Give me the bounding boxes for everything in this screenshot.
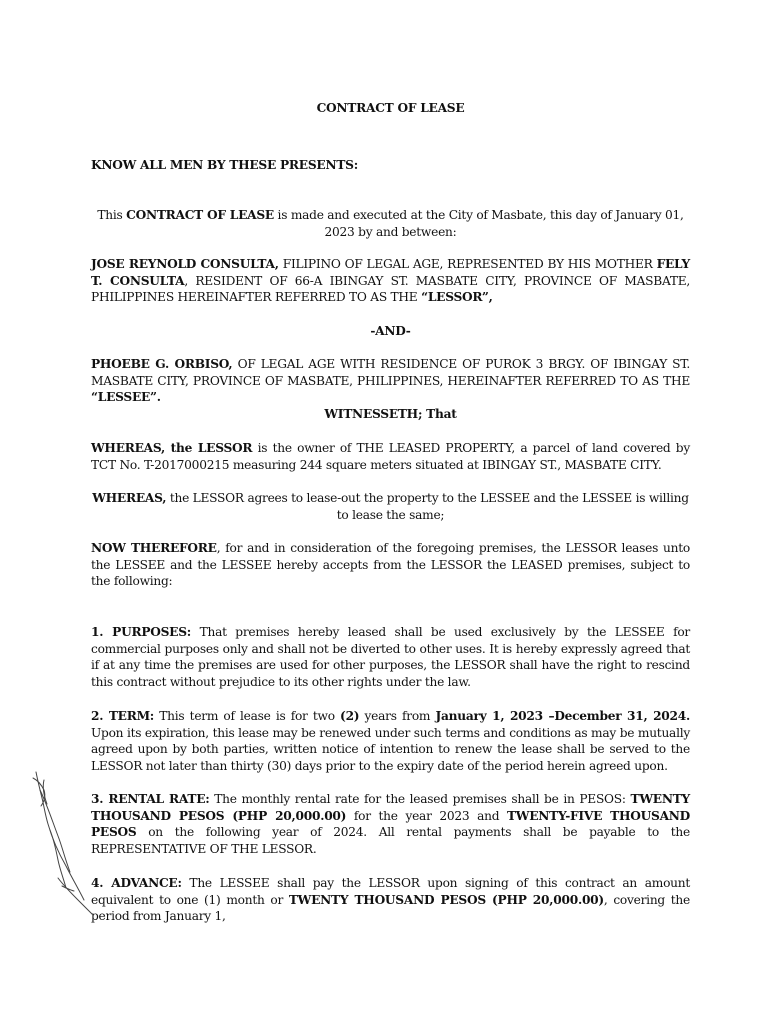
lessor-designation: “LESSOR”, (421, 290, 493, 305)
lessee-paragraph: PHOEBE G. ORBISO, OF LEGAL AGE WITH RESIDENCE OF PUROK 3 BRGY. OF IBINGAY ST. MASBATE CITY, PROVINCE OF MASBATE, PHILIPPINES, HEREINAFTER REFERRED TO AS THE “LESSEE”. (91, 357, 690, 405)
clause-advance: 4. ADVANCE: The LESSEE shall pay the LESSOR upon signing of this contract an amount equivalent to one (1) month or TWENTY THOUSAND PESOS (PHP 20,000.00), covering the period from January 1, (91, 876, 690, 924)
lessor-name: JOSE REYNOLD CONSULTA, (91, 257, 279, 271)
now-therefore-paragraph: NOW THEREFORE, for and in consideration of the foregoing premises, the LESSOR leases unto the LESSEE and the LESSEE hereby accepts from the LESSOR the LEASED premises, subject to the following: (91, 541, 690, 589)
document-title: CONTRACT OF LEASE (316, 101, 465, 115)
witnesseth-heading: WITNESSETH; That (324, 407, 457, 421)
clause-term: 2. TERM: This term of lease is for two (2) years from January 1, 2023 –December 31, 2024. Upon its expiration, this lease may be renewed under such terms and conditions as may be mutually agreed upon by both parties, written notice of intention to renew the lease shall be served to the LESSOR not later than thirty (30) days prior to the expiry date of the period herein agreed upon. (91, 709, 690, 774)
and-separator: -AND- (370, 324, 411, 338)
whereas-agreement: WHEREAS, the LESSOR agrees to lease-out the property to the LESSEE and the LESSEE is willing to lease the same; (92, 491, 689, 522)
clause-rental-rate: 3. RENTAL RATE: The monthly rental rate for the leased premises shall be in PESOS: TWENTY THOUSAND PESOS (PHP 20,000.00) for the year 2023 and TWENTY-FIVE THOUSAND PESOS on the following year of 2024. All rental payments shall be payable to the REPRESENTATIVE OF THE LESSOR. (91, 792, 690, 857)
lessor-paragraph: JOSE REYNOLD CONSULTA, FILIPINO OF LEGAL AGE, REPRESENTED BY HIS MOTHER FELY T. CONSULTA, RESIDENT OF 66-A IBINGAY ST. MASBATE CITY, PROVINCE OF MASBATE, PHILIPPINES HEREINAFTER REFERRED TO AS THE “LESSOR”, (91, 257, 690, 305)
intro-line: KNOW ALL MEN BY THESE PRESENTS: (91, 158, 358, 172)
handwritten-signature (0, 760, 110, 920)
lessor-mother: FELY T. CONSULTA (91, 257, 690, 288)
lessee-name: PHOEBE G. ORBISO, (91, 357, 233, 371)
opening-paragraph: This CONTRACT OF LEASE is made and executed at the City of Masbate, this day of January 01, 2023 by and between: (97, 208, 684, 239)
whereas-ownership: WHEREAS, the LESSOR is the owner of THE LEASED PROPERTY, a parcel of land covered by TCT No. T-2017000215 measuring 244 square meters situated at IBINGAY ST., MASBATE CITY. (91, 441, 690, 472)
clause-purposes: 1. PURPOSES: That premises hereby leased shall be used exclusively by the LESSEE for commercial purposes only and shall not be diverted to other uses. It is hereby expressly agreed that if at any time the premises are used for other purposes, the LESSOR shall have the right to rescind this contract without prejudice to its other rights under the law. (91, 625, 691, 690)
lessee-designation: “LESSEE”. (91, 390, 161, 405)
